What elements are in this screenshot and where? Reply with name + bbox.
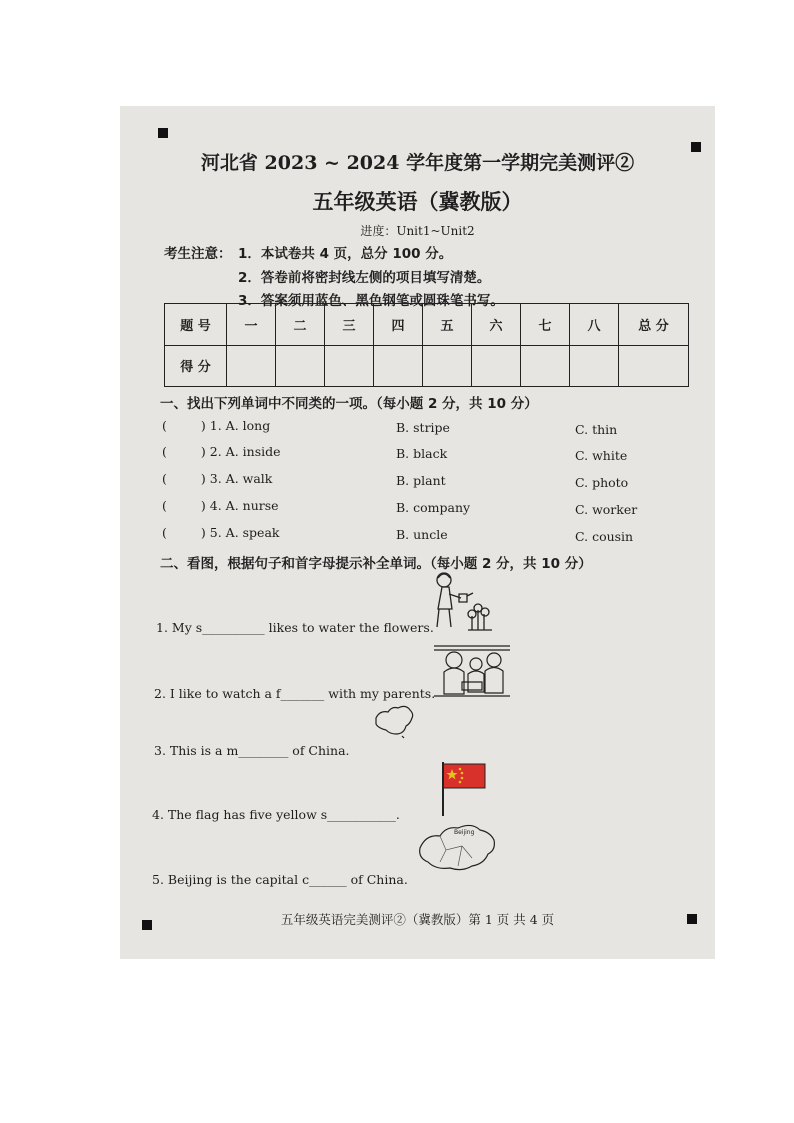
answer-paren-close: ): [200, 498, 206, 513]
score-cell[interactable]: [619, 345, 689, 387]
score-table: [164, 303, 689, 387]
answer-paren-close: ): [200, 444, 206, 459]
fill-sentence-3[interactable]: 3. This is a m________ of China.: [154, 743, 350, 758]
section1-heading: 一、找出下列单词中不同类的一项。（每小题 2 分，共 10 分）: [160, 396, 538, 412]
option-a: 5. A. speak: [209, 525, 280, 540]
answer-paren-open: (: [162, 444, 167, 459]
exam-title: 河北省 2023 ~ 2024 学年度第一学期完美测评②: [200, 152, 635, 174]
answer-paren-open: (: [162, 498, 167, 513]
score-cell[interactable]: [227, 345, 276, 387]
answer-paren-open: (: [162, 471, 167, 486]
score-cell[interactable]: [472, 345, 521, 387]
score-col-7: 七: [521, 304, 570, 346]
exam-subtitle: 五年级英语（冀教版）: [312, 189, 523, 214]
question-row: [162, 444, 281, 459]
fill-sentence-2[interactable]: 2. I like to watch a f_______ with my parents.: [154, 686, 436, 701]
notice-item-1: 1．本试卷共 4 页，总分 100 分。: [238, 246, 453, 262]
score-col-8: 八: [570, 304, 619, 346]
score-col-1: 一: [227, 304, 276, 346]
exam-page: [120, 106, 715, 959]
family-watching-film-icon: [432, 642, 512, 700]
option-a: 3. A. walk: [209, 471, 273, 486]
option-c: C. photo: [575, 475, 629, 490]
question-row: [162, 418, 270, 433]
score-row-label: 题 号: [165, 304, 227, 346]
option-a: 1. A. long: [209, 418, 271, 433]
girl-watering-flowers-icon: [430, 570, 500, 634]
china-map-beijing-icon: [416, 822, 500, 876]
answer-paren-open: (: [162, 525, 167, 540]
score-col-2: 二: [276, 304, 325, 346]
question-row: [162, 471, 272, 486]
option-b: B. black: [396, 446, 448, 461]
answer-paren-close: ): [200, 471, 206, 486]
score-table-header-row: [165, 304, 689, 346]
option-c: C. white: [575, 448, 628, 463]
score-cell[interactable]: [570, 345, 619, 387]
china-map-small-icon: [372, 704, 416, 740]
answer-paren-close: ): [200, 418, 206, 433]
score-cell[interactable]: [521, 345, 570, 387]
score-cell[interactable]: [325, 345, 374, 387]
notice-label: 考生注意：: [164, 246, 232, 262]
option-c: C. cousin: [575, 529, 634, 544]
score-col-4: 四: [374, 304, 423, 346]
score-col-5: 五: [423, 304, 472, 346]
score-cell[interactable]: [374, 345, 423, 387]
score-table-score-row: [165, 345, 689, 387]
answer-paren-open: (: [162, 418, 167, 433]
beijing-map-label: Beijing: [454, 829, 475, 836]
registration-mark-top-left: [158, 128, 168, 138]
option-b: B. plant: [396, 473, 446, 488]
fill-sentence-4[interactable]: 4. The flag has five yellow s___________.: [152, 807, 400, 822]
option-b: B. company: [396, 500, 471, 515]
score-row-label: 得 分: [165, 345, 227, 387]
answer-paren-close: ): [200, 525, 206, 540]
score-col-total: 总 分: [619, 304, 689, 346]
progress-line: 进度：Unit1~Unit2: [360, 224, 475, 238]
question-row: [162, 525, 279, 540]
notice-item-3: 3．答案须用蓝色、黑色钢笔或圆珠笔书写。: [238, 293, 504, 309]
option-c: C. thin: [575, 422, 618, 437]
notice-item-2: 2．答卷前将密封线左侧的项目填写清楚。: [238, 270, 491, 286]
china-flag-icon: [439, 760, 489, 818]
option-a: 4. A. nurse: [209, 498, 279, 513]
question-row: [162, 498, 279, 513]
option-b: B. uncle: [396, 527, 448, 542]
option-a: 2. A. inside: [209, 444, 281, 459]
section2-heading: 二、看图，根据句子和首字母提示补全单词。（每小题 2 分，共 10 分）: [160, 556, 592, 572]
fill-sentence-5[interactable]: 5. Beijing is the capital c______ of China.: [152, 872, 408, 887]
score-col-3: 三: [325, 304, 374, 346]
page-footer: 五年级英语完美测评②（冀教版）第 1 页 共 4 页: [280, 912, 555, 927]
score-cell[interactable]: [276, 345, 325, 387]
option-c: C. worker: [575, 502, 638, 517]
score-cell[interactable]: [423, 345, 472, 387]
fill-sentence-1[interactable]: 1. My s__________ likes to water the flowers.: [156, 620, 434, 635]
score-col-6: 六: [472, 304, 521, 346]
option-b: B. stripe: [396, 420, 450, 435]
